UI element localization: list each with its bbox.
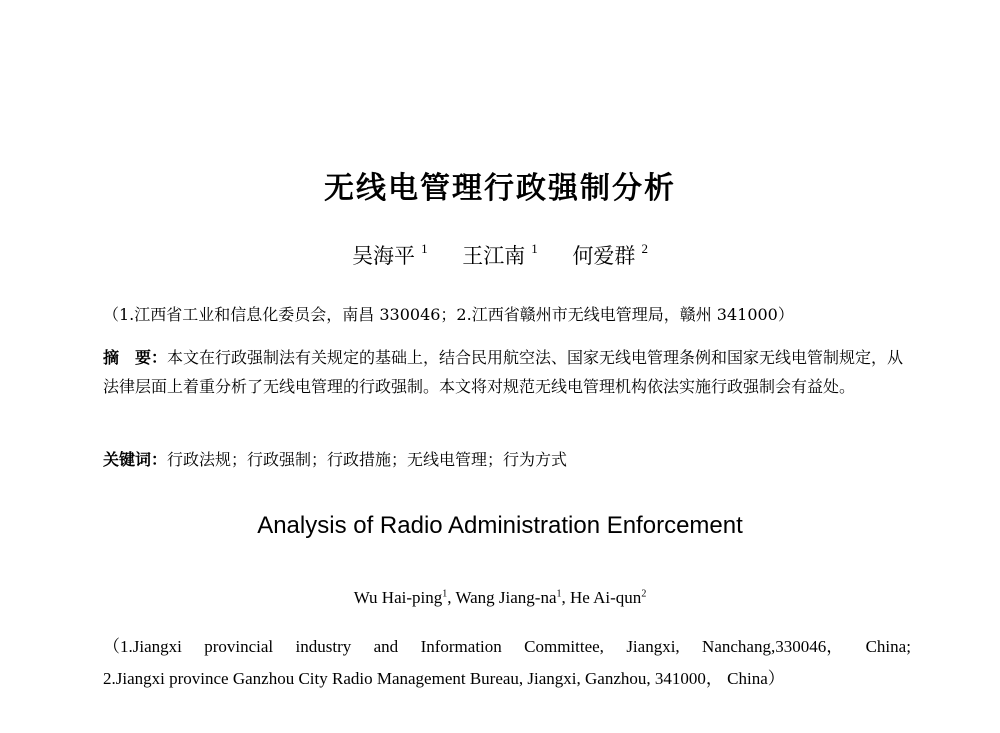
affiliation-chinese: （1.江西省工业和信息化委员会，南昌 330046；2.江西省赣州市无线电管理局，赣州 341000）	[103, 305, 794, 324]
affiliation-english-line-2: 2.Jiangxi province Ganzhou City Radio Management Bureau, Jiangxi, Ganzhou, 341000， China）	[103, 669, 785, 688]
keywords-text: 行政法规；行政强制；行政措施；无线电管理；行为方式	[167, 450, 568, 469]
keywords-chinese	[103, 447, 911, 470]
author-en-3: He Ai-qun$^2$	[570, 588, 647, 607]
paper-title-english: Analysis of Radio Administration Enforcement	[257, 512, 743, 539]
author-en-2: Wang Jiang-$na^1$,	[455, 588, 571, 607]
authors-english	[0, 588, 1000, 608]
paper-title-chinese: 无线电管理行政强制分析	[324, 171, 676, 206]
affiliation-english	[103, 631, 911, 695]
author-cn-1: 吴海平 $^1$	[352, 241, 428, 268]
abstract-label: 摘 要：	[103, 348, 168, 367]
author-cn-2: 王江南 $^1$	[462, 241, 538, 268]
affiliation-english-line-1: （1.Jiangxi provincial industry and Information Committee, Jiangxi, Nanchang,330046， China;	[103, 637, 911, 656]
author-en-1: Wu Hai-ping$^1$,	[353, 588, 456, 607]
abstract-text: 本文在行政强制法有关规定的基础上，结合民用航空法、国家无线电管理条例和国家无线电管制规定，从法律层面上着重分析了无线电管理的行政强制。本文将对规范无线电管理机构依法实施行政强制会有益处。	[103, 348, 904, 396]
keywords-label: 关键词：	[103, 450, 168, 469]
author-cn-3: 何爱群 $^2$	[572, 241, 648, 268]
abstract-chinese	[103, 343, 911, 401]
authors-chinese	[0, 240, 1000, 270]
